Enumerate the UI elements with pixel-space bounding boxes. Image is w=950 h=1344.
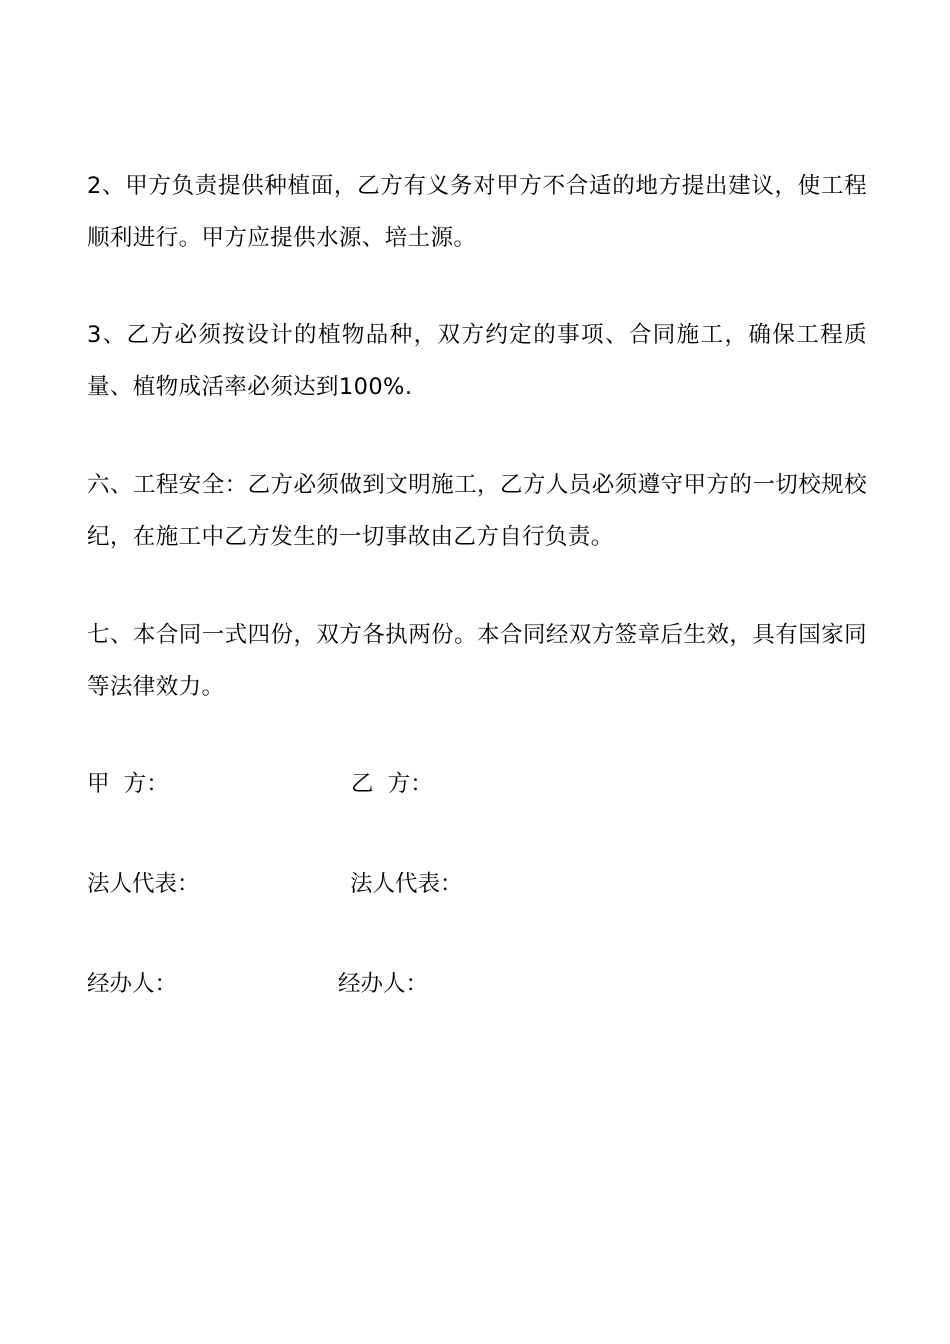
clause-6-safety-paragraph: 六、工程安全：乙方必须做到文明施工，乙方人员必须遵守甲方的一切校规校纪，在施工中乙方发生的一切事故由乙方自行负责。 xyxy=(87,472,867,550)
signature-row-legal-rep xyxy=(87,858,867,910)
legal-rep-b-label: 法人代表： xyxy=(350,871,463,897)
handler-b-label: 经办人： xyxy=(338,971,429,997)
party-b-label: 乙 方： xyxy=(351,771,433,797)
clause-2-paragraph: 2、甲方负责提供种植面，乙方有义务对甲方不合适的地方提出建议，使工程顺利进行。甲方应提供水源、培土源。 xyxy=(87,173,867,251)
handler-a-label: 经办人： xyxy=(87,971,178,997)
legal-rep-a-label: 法人代表： xyxy=(87,871,200,897)
party-a-label: 甲 方： xyxy=(87,771,169,797)
clause-3-paragraph: 3、乙方必须按设计的植物品种，双方约定的事项、合同施工，确保工程质量、植物成活率必须达到100%. xyxy=(87,322,867,400)
signature-row-party xyxy=(87,758,867,810)
signature-row-handler xyxy=(87,958,867,1010)
clause-7-copies-paragraph: 七、本合同一式四份，双方各执两份。本合同经双方签章后生效，具有国家同等法律效力。 xyxy=(87,622,867,700)
